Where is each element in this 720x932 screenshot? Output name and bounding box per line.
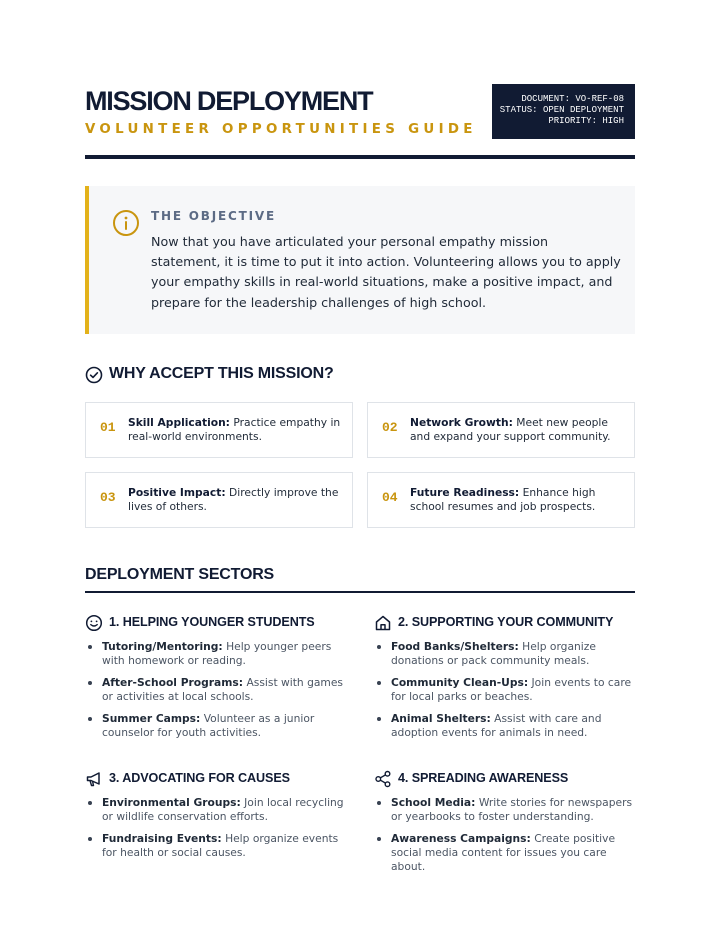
- benefit-text: Meet new people and expand your support community.: [410, 416, 611, 443]
- meta-document-id: DOCUMENT: VO-REF-08: [521, 94, 624, 104]
- benefit-card: [85, 402, 353, 458]
- sectors-heading: DEPLOYMENT SECTORS: [85, 566, 275, 583]
- list-item: After-School Programs: Assist with games or activities at local schools.: [85, 676, 345, 704]
- page-title: MISSION DEPLOYMENT: [85, 86, 373, 116]
- document-meta-box: [492, 84, 635, 139]
- benefit-number: 01: [100, 420, 116, 435]
- info-circle-icon: [111, 208, 141, 238]
- benefit-label: Skill Application:: [128, 416, 230, 429]
- benefit-card: [367, 402, 635, 458]
- sector-title: 1. HELPING YOUNGER STUDENTS: [109, 615, 315, 629]
- list-item: Environmental Groups: Join local recycling or wildlife conservation efforts.: [85, 796, 345, 824]
- benefit-number: 04: [382, 490, 398, 505]
- meta-priority: PRIORITY: HIGH: [548, 116, 624, 126]
- list-item: School Media: Write stories for newspapers or yearbooks to foster understanding.: [374, 796, 634, 824]
- smile-icon: [85, 614, 103, 632]
- benefit-number: 02: [382, 420, 398, 435]
- list-item: Community Clean-Ups: Join events to care for local parks or beaches.: [374, 676, 634, 704]
- objective-text: Now that you have articulated your personal empathy mission statement, it is time to put it into action. Volunteering allows you to apply your empathy skills in real-world situations, make a positive impact, and prepare for the leadership challenges of high school.: [151, 234, 621, 310]
- benefit-card: [367, 472, 635, 528]
- page-subtitle: VOLUNTEER OPPORTUNITIES GUIDE: [85, 122, 477, 137]
- document-header: [85, 84, 635, 159]
- list-item: Awareness Campaigns: Create positive social media content for issues you care about.: [374, 832, 634, 874]
- sector-list: [85, 796, 345, 868]
- list-item: Summer Camps: Volunteer as a junior counselor for youth activities.: [85, 712, 345, 740]
- benefit-text: Practice empathy in real-world environments.: [128, 416, 341, 443]
- list-item: Fundraising Events: Help organize events for health or social causes.: [85, 832, 345, 860]
- benefit-text: Directly improve the lives of others.: [128, 486, 339, 513]
- sector-title: 2. SUPPORTING YOUR COMMUNITY: [398, 615, 614, 629]
- meta-status: STATUS: OPEN DEPLOYMENT: [499, 105, 624, 115]
- megaphone-icon: [85, 770, 103, 788]
- home-icon: [374, 614, 392, 632]
- benefit-label: Future Readiness:: [410, 486, 520, 499]
- benefit-label: Network Growth:: [410, 416, 513, 429]
- list-item: Food Banks/Shelters: Help organize donations or pack community meals.: [374, 640, 634, 668]
- sector-title: 4. SPREADING AWARENESS: [398, 771, 569, 785]
- benefit-text: Enhance high school resumes and job prospects.: [410, 486, 596, 513]
- benefit-label: Positive Impact:: [128, 486, 226, 499]
- list-item: Tutoring/Mentoring: Help younger peers with homework or reading.: [85, 640, 345, 668]
- sector-list: [374, 640, 634, 748]
- sectors-divider: [85, 591, 635, 593]
- sector-list: [374, 796, 634, 882]
- objective-callout: [85, 186, 635, 334]
- benefit-card: [85, 472, 353, 528]
- share-icon: [374, 770, 392, 788]
- check-circle-icon: [85, 366, 103, 384]
- sector-list: [85, 640, 345, 748]
- objective-heading: THE OBJECTIVE: [151, 209, 276, 223]
- benefit-number: 03: [100, 490, 116, 505]
- why-heading: WHY ACCEPT THIS MISSION?: [109, 365, 334, 382]
- sector-title: 3. ADVOCATING FOR CAUSES: [109, 771, 290, 785]
- header-divider: [85, 155, 635, 159]
- list-item: Animal Shelters: Assist with care and adoption events for animals in need.: [374, 712, 634, 740]
